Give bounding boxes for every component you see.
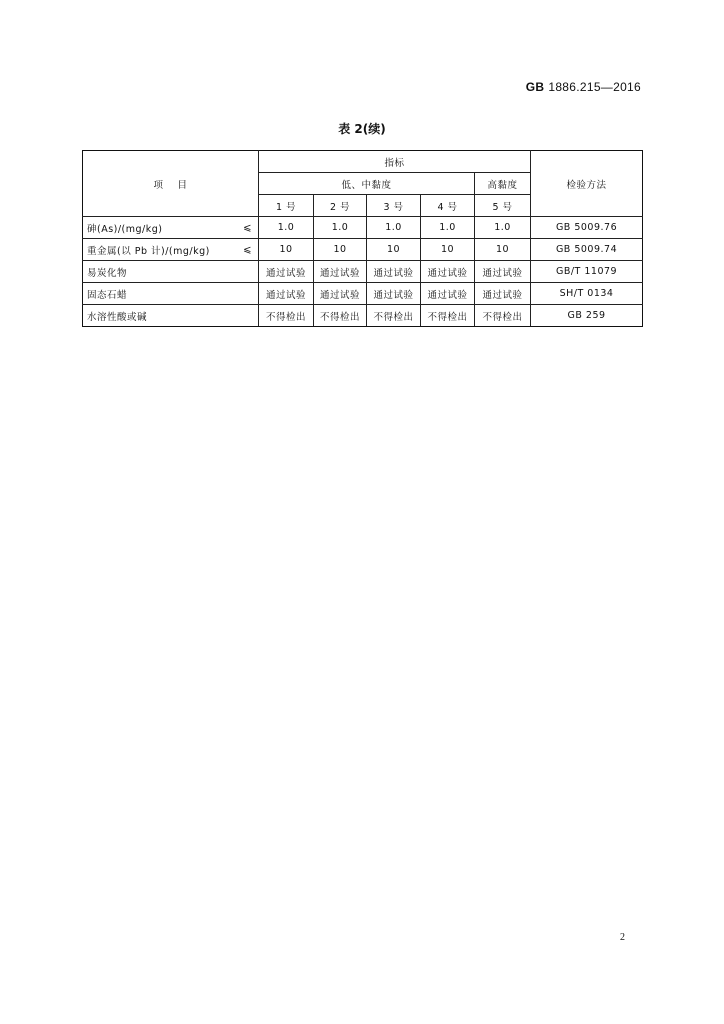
value-cell: 不得检出: [475, 305, 531, 327]
value-cell: 1.0: [475, 217, 531, 239]
grade-header: 5 号: [475, 195, 531, 217]
value-cell: 不得检出: [421, 305, 475, 327]
value-cell: 通过试验: [475, 283, 531, 305]
item-name: 水溶性酸或碱: [87, 311, 148, 323]
value-cell: 通过试验: [421, 283, 475, 305]
table-row: [83, 283, 643, 305]
less-equal-sign: ⩽: [243, 222, 252, 233]
item-name: 易炭化物: [87, 267, 128, 279]
value-cell: 10: [259, 239, 314, 261]
item-name: 固态石蜡: [87, 289, 128, 301]
method-cell: SH/T 0134: [531, 283, 643, 305]
value-cell: 10: [314, 239, 367, 261]
item-name: 重金属(以 Pb 计)/(mg/kg): [87, 245, 210, 257]
grade-header: 1 号: [259, 195, 314, 217]
method-cell: GB 5009.76: [531, 217, 643, 239]
standard-code-prefix: GB: [525, 80, 545, 94]
method-header: 检验方法: [531, 151, 643, 217]
value-cell: 通过试验: [475, 261, 531, 283]
grade-header: 3 号: [367, 195, 421, 217]
method-cell: GB/T 11079: [531, 261, 643, 283]
item-header: 项 目: [83, 151, 259, 217]
table-row: [83, 261, 643, 283]
method-cell: GB 259: [531, 305, 643, 327]
item-name-cell: [83, 261, 259, 283]
value-cell: 不得检出: [314, 305, 367, 327]
less-equal-sign: ⩽: [243, 244, 252, 255]
table-header-row-1: [83, 151, 643, 173]
value-cell: 1.0: [314, 217, 367, 239]
value-cell: 10: [475, 239, 531, 261]
value-cell: 10: [421, 239, 475, 261]
high-viscosity-header: 高黏度: [475, 173, 531, 195]
item-name-cell: [83, 305, 259, 327]
value-cell: 通过试验: [367, 261, 421, 283]
value-cell: 1.0: [259, 217, 314, 239]
method-cell: GB 5009.74: [531, 239, 643, 261]
item-name-cell: [83, 283, 259, 305]
item-name: 砷(As)/(mg/kg): [87, 223, 163, 235]
grade-header: 2 号: [314, 195, 367, 217]
low-mid-viscosity-header: 低、中黏度: [259, 173, 475, 195]
table-row: [83, 239, 643, 261]
specification-table: [82, 150, 643, 327]
value-cell: 通过试验: [259, 261, 314, 283]
item-name-cell: [83, 239, 259, 261]
value-cell: 不得检出: [367, 305, 421, 327]
indicator-header: 指标: [259, 151, 531, 173]
table-row: [83, 305, 643, 327]
value-cell: 1.0: [421, 217, 475, 239]
value-cell: 1.0: [367, 217, 421, 239]
value-cell: 通过试验: [314, 283, 367, 305]
value-cell: 通过试验: [421, 261, 475, 283]
standard-code: [526, 80, 641, 94]
page-number: 2: [620, 932, 625, 943]
table-row: [83, 217, 643, 239]
item-name-cell: [83, 217, 259, 239]
value-cell: 通过试验: [259, 283, 314, 305]
value-cell: 10: [367, 239, 421, 261]
value-cell: 通过试验: [367, 283, 421, 305]
standard-code-number: 1886.215—2016: [548, 80, 641, 94]
table-title: 表 2(续): [338, 122, 386, 136]
value-cell: 不得检出: [259, 305, 314, 327]
grade-header: 4 号: [421, 195, 475, 217]
value-cell: 通过试验: [314, 261, 367, 283]
